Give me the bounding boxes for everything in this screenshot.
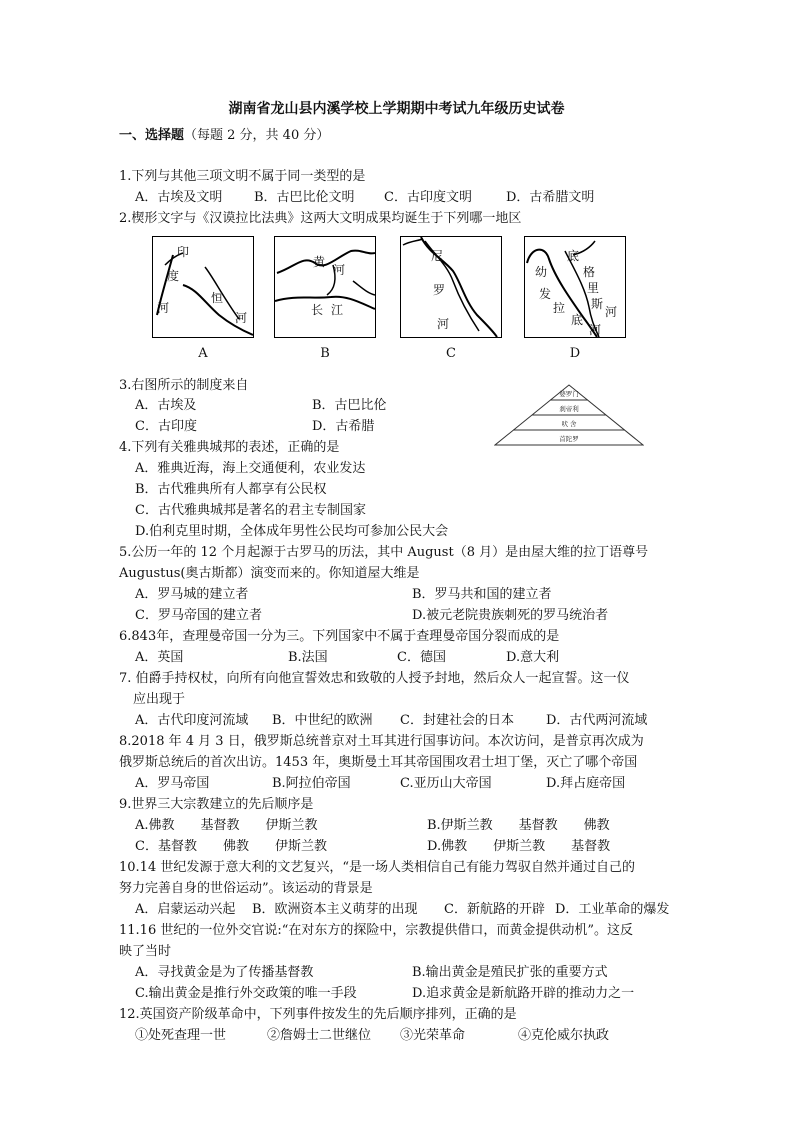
question-7-options (0, 709, 793, 727)
question-5-options-row1 (0, 583, 793, 601)
question-11-stem-1: 11.16 世纪的一位外交官说:“在对东方的探险中，宗教提供借口，而黄金提供动机”。这反 (119, 923, 634, 938)
section-note: （每题 2 分，共 40 分） (184, 128, 330, 143)
question-10-stem-2: 努力完善自身的世俗运动”。该运动的背景是 (119, 881, 373, 896)
option-d: D.被元老院贵族刺死的罗马统治者 (412, 608, 609, 623)
option-a: A．古代印度河流域 (135, 713, 249, 728)
option-c: C．基督教 佛教 伊斯兰教 (135, 839, 327, 854)
question-7-stem-2: 应出现于 (133, 692, 186, 707)
option-a: A．寻找黄金是为了传播基督教 (135, 965, 314, 980)
question-9-stem: 9.世界三大宗教建立的先后顺序是 (119, 797, 314, 812)
option-c: C.亚历山大帝国 (400, 776, 492, 791)
option-d: D.追求黄金是新航路开辟的推动力之一 (412, 986, 635, 1001)
section-header (119, 124, 329, 143)
question-2-stem: 2.楔形文字与《汉谟拉比法典》这两大文明成果均诞生于下列哪一地区 (119, 211, 522, 226)
option-c: C．新航路的开辟 (444, 902, 545, 917)
question-8-stem-1: 8.2018 年 4 月 3 日，俄罗斯总统普京对土耳其进行国事访问。本次访问，是普京再次成为 (119, 734, 644, 749)
map-b-char-1: 黄 (313, 255, 326, 269)
option-b: B.法国 (288, 650, 328, 665)
question-3-options-row1 (0, 394, 793, 412)
section-label: 一、选择题 (119, 128, 185, 143)
map-d-char-8: 拉 (553, 301, 566, 315)
question-12-stem: 12.英国资产阶级革命中，下列事件按发生的先后顺序排列，正确的是 (119, 1007, 517, 1022)
option-a: A．启蒙运动兴起 (135, 902, 236, 917)
map-b-char-3: 长 (311, 303, 324, 317)
question-1-options (0, 186, 793, 204)
option-a: A．罗马城的建立者 (135, 587, 249, 602)
option-d: D.意大利 (506, 650, 560, 665)
question-8-stem-2: 俄罗斯总统后的首次出访。1453 年，奥斯曼土耳其帝国围攻君士坦丁堡，灭亡了哪个帝国 (119, 755, 638, 770)
option-d: D．工业革命的爆发 (555, 902, 670, 917)
caste-pyramid (494, 384, 644, 446)
question-3-stem: 3.右图所示的制度来自 (119, 378, 249, 393)
map-b-char-2: 河 (333, 263, 346, 277)
option-d: D．古希腊 (312, 419, 375, 434)
question-9-options-row1 (0, 814, 793, 832)
map-d-char-7: 发 (539, 287, 552, 301)
option-c: C．封建社会的日本 (400, 713, 514, 728)
map-d-char-2: 格 (583, 265, 596, 279)
option-a: A．古埃及 (135, 398, 197, 413)
question-5-stem-2: Augustus(奥古斯都）演变而来的。你知道屋大维是 (119, 566, 420, 581)
question-4-option-d: D.伯利克里时期，全体成年男性公民均可参加公民大会 (135, 524, 449, 539)
question-6-options (0, 646, 793, 664)
map-c-rivers (401, 237, 501, 337)
map-b-label: B (320, 346, 330, 361)
event-1: ①处死查理一世 (135, 1028, 227, 1043)
caste-level-3: 吠 舍 (561, 420, 577, 428)
option-b: B．罗马共和国的建立者 (412, 587, 552, 602)
option-c: C．古印度 (135, 419, 197, 434)
map-c-label: C (446, 346, 456, 361)
option-b: B．古巴比伦 (312, 398, 387, 413)
question-4-option-a: A．雅典近海，海上交通便利，农业发达 (135, 461, 366, 476)
map-c-char-2: 罗 (433, 283, 446, 297)
caste-level-2: 刹帝利 (559, 405, 579, 413)
option-a: A．英国 (135, 650, 184, 665)
question-9-options-row2 (0, 835, 793, 853)
question-11-options-row1 (0, 961, 793, 979)
event-2: ②詹姆士二世继位 (267, 1028, 372, 1043)
question-3-options-row2 (0, 415, 793, 433)
map-b-rivers (275, 237, 375, 337)
question-7-stem-1: 7. 伯爵手持权杖，向所有向他宣誓效忠和致敬的人授予封地，然后众人一起宣誓。这一仪 (119, 671, 630, 686)
map-b-char-4: 江 (331, 303, 344, 317)
question-5-stem-1: 5.公历一年的 12 个月起源于古罗马的历法，其中 August（8 月）是由屋大维的拉丁语尊号 (119, 545, 649, 560)
question-10-options (0, 898, 793, 916)
map-a-char-1: 印 (177, 245, 190, 259)
page-title: 湖南省龙山县内溪学校上学期期中考试九年级历史试卷 (228, 101, 565, 117)
map-a-char-4: 恒 (211, 291, 224, 305)
map-c (400, 236, 502, 338)
caste-pyramid-shape (494, 384, 644, 446)
question-1-stem: 1.下列与其他三项文明不属于同一类型的是 (119, 169, 366, 184)
map-d-char-9: 底 (571, 313, 584, 327)
option-c: C．罗马帝国的建立者 (135, 608, 262, 623)
option-b: B．古巴比伦文明 (254, 190, 355, 205)
map-d-char-3: 里 (587, 281, 600, 295)
question-12-options (0, 1024, 793, 1042)
option-c: C．古印度文明 (384, 190, 472, 205)
question-8-options (0, 772, 793, 790)
river-maps (152, 236, 632, 366)
option-d: D.佛教 伊斯兰教 基督教 (427, 839, 611, 854)
event-3: ③光荣革命 (400, 1028, 466, 1043)
question-10-stem-1: 10.14 世纪发源于意大利的文艺复兴，“是一场人类相信自己有能力驾驭自然并通过自己的 (119, 860, 635, 875)
caste-level-4: 首陀罗 (559, 435, 579, 443)
question-6-stem: 6.843年，查理曼帝国一分为三。下列国家中不属于查理曼帝国分裂而成的是 (119, 629, 560, 644)
map-d-char-5: 河 (605, 305, 618, 319)
map-d-char-6: 幼 (535, 265, 548, 279)
map-d-char-10: 河 (589, 323, 602, 337)
option-d: D.拜占庭帝国 (546, 776, 626, 791)
option-b: B.伊斯兰教 基督教 佛教 (427, 818, 610, 833)
question-4-option-b: B．古代雅典所有人都享有公民权 (135, 482, 327, 497)
option-d: D．古希腊文明 (506, 190, 595, 205)
caste-level-1: 婆罗门 (559, 390, 579, 398)
option-a: A．罗马帝国 (135, 776, 210, 791)
question-4-option-c: C．古代雅典城邦是著名的君主专制国家 (135, 503, 366, 518)
option-c: C.输出黄金是推行外交政策的唯一手段 (135, 986, 357, 1001)
event-4: ④克伦威尔执政 (518, 1028, 610, 1043)
map-d-char-1: 底 (567, 249, 580, 263)
option-b: B.阿拉伯帝国 (272, 776, 351, 791)
map-a-char-3: 河 (157, 301, 170, 315)
question-11-options-row2 (0, 982, 793, 1000)
map-d-char-4: 斯 (591, 297, 604, 311)
map-d-label: D (569, 346, 581, 361)
option-c: C．德国 (397, 650, 446, 665)
option-d: D．古代两河流域 (546, 713, 648, 728)
map-a-label: A (198, 346, 208, 361)
option-b: B.输出黄金是殖民扩张的重要方式 (412, 965, 608, 980)
question-4-stem: 4.下列有关雅典城邦的表述，正确的是 (119, 440, 340, 455)
map-b (274, 236, 376, 338)
map-c-char-3: 河 (437, 317, 450, 331)
option-a: A.佛教 基督教 伊斯兰教 (135, 818, 318, 833)
question-11-stem-2: 映了当时 (119, 944, 172, 959)
map-d (524, 236, 626, 338)
option-b: B．欧洲资本主义萌芽的出现 (252, 902, 418, 917)
map-a (152, 236, 254, 338)
option-b: B．中世纪的欧洲 (272, 713, 373, 728)
option-a: A．古埃及文明 (135, 190, 223, 205)
map-a-char-5: 河 (235, 311, 248, 325)
question-5-options-row2 (0, 604, 793, 622)
map-a-char-2: 度 (167, 269, 180, 283)
map-c-char-1: 尼 (431, 249, 444, 263)
